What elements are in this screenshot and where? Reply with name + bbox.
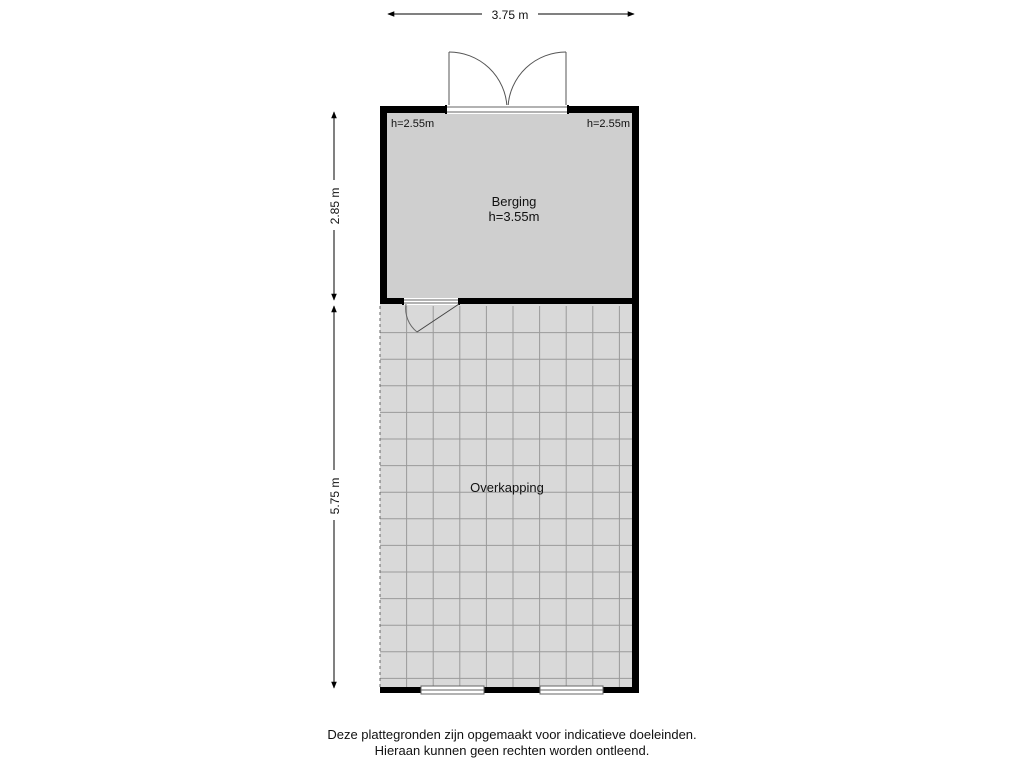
double-door xyxy=(449,52,566,107)
berging-room-height: h=3.55m xyxy=(488,209,540,224)
disclaimer-line-2: Hieraan kunnen geen rechten worden ontleend. xyxy=(374,743,650,758)
berging-room xyxy=(380,105,639,304)
width-dimension-label: 3.75 m xyxy=(491,8,529,22)
berging-room-name: Berging xyxy=(491,194,537,209)
overkapping-floor xyxy=(380,304,635,688)
berging-depth-label: 2.85 m xyxy=(328,187,342,225)
berging-depth-dimension xyxy=(326,112,342,300)
overkapping-depth-label: 5.75 m xyxy=(328,477,342,515)
overkapping-depth-dimension xyxy=(326,306,342,688)
overkapping-area xyxy=(380,300,639,694)
disclaimer-line-1: Deze plattegronden zijn opgemaakt voor indicatieve doeleinden. xyxy=(327,727,697,742)
berging-height-right: h=2.55m xyxy=(586,118,630,130)
width-dimension xyxy=(388,6,634,22)
berging-height-left: h=2.55m xyxy=(391,118,435,130)
overkapping-room-name: Overkapping xyxy=(470,480,544,495)
